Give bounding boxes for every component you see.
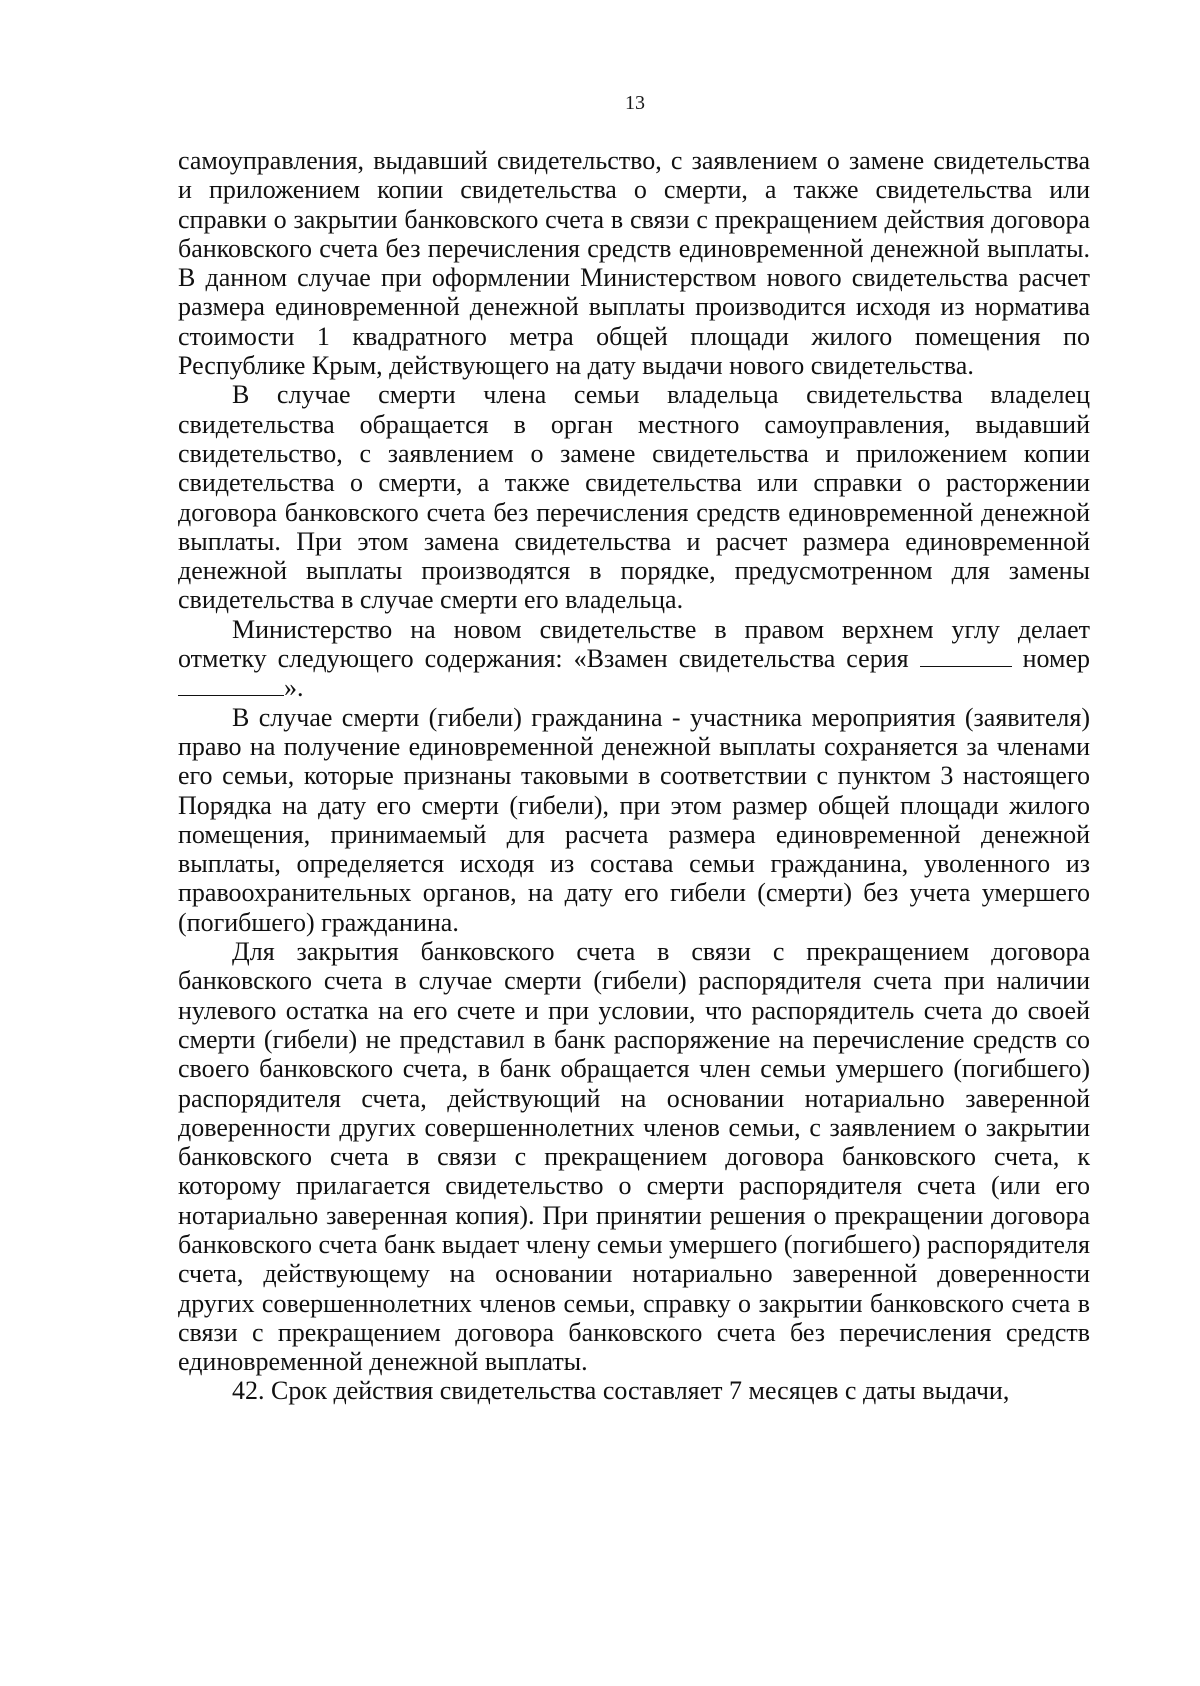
replacement-mark-text: Министерство на новом свидетельстве в правом верхнем углу делает отметку следующего содержания: «Взамен свидетельства серия	[178, 614, 1090, 674]
page-number: 13	[625, 92, 645, 114]
paragraph-account-closure: Для закрытия банковского счета в связи с прекращением договора банковского счета в случае смерти (гибели) распорядителя счета при наличии нулевого остатка на его счете и при условии, что распорядитель счета до своей смерти (гибели) не представил в банк распоряжение на перечисление средств со своего банковского счета, в банк обращается член семьи умершего (погибшего) распорядителя счета, действующий на основании нотариально заверенной доверенности других совершеннолетних членов семьи, с заявлением о закрытии банковского счета в связи с прекращением договора банковского счета, к которому прилагается свидетельство о смерти распорядителя счета (или его нотариально заверенная копия). При принятии решения о прекращении договора банковского счета банк выдает члену семьи умершего (погибшего) распорядителя счета, действующему на основании нотариально заверенной доверенности других совершеннолетних членов семьи, справку о закрытии банковского счета в связи с прекращением договора банковского счета без перечисления средств единовременной денежной выплаты.	[178, 937, 1090, 1377]
number-label: номер	[1022, 644, 1091, 674]
paragraph-participant-death: В случае смерти (гибели) гражданина - участника мероприятия (заявителя) право на получение единовременной денежной выплаты сохраняется за членами его семьи, которые признаны таковыми в соответствии с пунктом 3 настоящего Порядка на дату его смерти (гибели), при этом размер общей площади жилого помещения, принимаемый для расчета размера единовременной денежной выплаты, определяется исходя из состава семьи гражданина, уволенного из правоохранительных органов, на дату его гибели (смерти) без учета умершего (погибшего) гражданина.	[178, 702, 1090, 937]
number-blank-line	[178, 673, 284, 696]
quote-close: ».	[284, 673, 304, 703]
series-blank-line	[920, 644, 1012, 667]
paragraph-family-member-death: В случае смерти члена семьи владельца свидетельства владелец свидетельства обращается в орган местного самоуправления, выдавший свидетельство, с заявлением о замене свидетельства и приложением копии свидетельства о смерти, а также свидетельства или справки о расторжении договора банковского счета без перечисления средств единовременной денежной выплаты. При этом замена свидетельства и расчет размера единовременной денежной выплаты производятся в порядке, предусмотренном для замены свидетельства в случае смерти его владельца.	[178, 380, 1090, 615]
document-body	[178, 146, 1090, 1406]
paragraph-42-validity: 42. Срок действия свидетельства составляет 7 месяцев с даты выдачи,	[232, 1376, 1010, 1406]
paragraph-continuation: самоуправления, выдавший свидетельство, с заявлением о замене свидетельства и приложением копии свидетельства о смерти, а также свидетельства или справки о закрытии банковского счета в связи с прекращением действия договора банковского счета без перечисления средств единовременной денежной выплаты. В данном случае при оформлении Министерством нового свидетельства расчет размера единовременной денежной выплаты производится исходя из норматива стоимости 1 квадратного метра общей площади жилого помещения по Республике Крым, действующего на дату выдачи нового свидетельства.	[178, 146, 1090, 381]
paragraph-replacement-mark	[178, 615, 1090, 703]
